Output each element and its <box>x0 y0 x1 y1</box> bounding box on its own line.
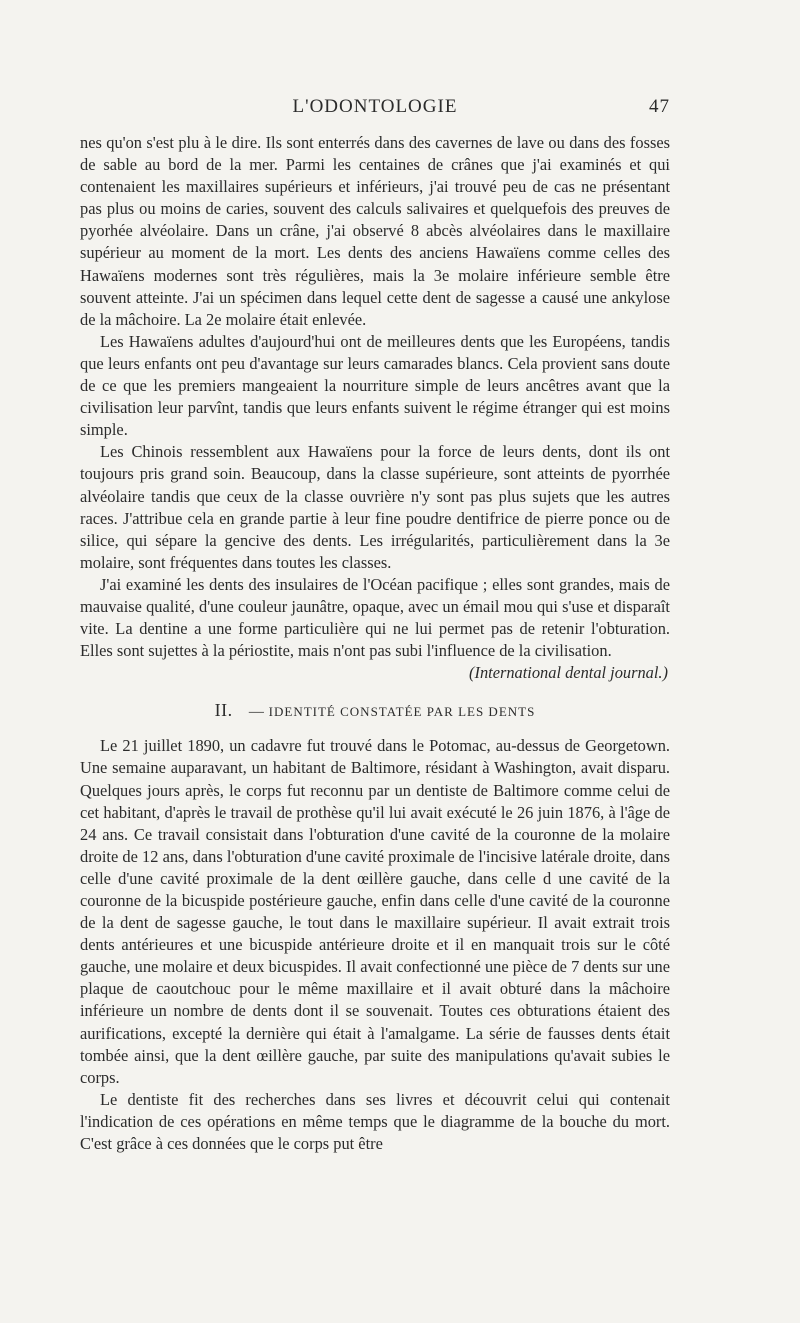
paragraph: J'ai examiné les dents des insulaires de l'Océan pacifique ; elles sont grandes, mais de mauvaise qualité, d'une couleur jaunâtre, opaque, avec un émail mou qui s'use et disparaît vite. La dentine a une forme particulière qui ne lui permet pas de retenir l'obturation. Elles sont sujettes à la périostite, mais n'ont pas subi l'influence de la civilisation. <box>80 574 670 661</box>
paragraph: nes qu'on s'est plu à le dire. Ils sont enterrés dans des cavernes de lave ou dans des fosses de sable au bord de la mer. Parmi les centaines de crânes que j'ai examinés et qui contenaient les maxillaires supérieurs et inférieurs, j'ai trouvé peu de cas ne présentant pas plus ou moins de caries, souvent des calculs salivaires et quelquefois des preuves de pyorhée alvéolaire. Dans un crâne, j'ai observé 8 abcès alvéolaires dans le maxillaire supérieur au moment de la mort. Les dents des anciens Hawaïens comme celles des Hawaïens modernes sont très régulières, mais la 3e molaire inférieure semble être souvent atteinte. J'ai un spécimen dans lequel cette dent de sagesse a causé une ankylose de la mâchoire. La 2e molaire était enlevée. <box>80 133 670 329</box>
paragraph: Les Hawaïens adultes d'aujourd'hui ont de meilleures dents que les Européens, tandis que leurs enfants ont peu d'avantage sur leurs camarades blancs. Cela provient sans doute de ce que les premiers mangeaient la nourriture simple de leurs ancêtres avant que la civilisation leur parvînt, tandis que leurs enfants suivent le régime étranger qui est moins simple. <box>80 331 670 440</box>
running-header <box>80 96 670 132</box>
section-heading <box>80 700 670 721</box>
paragraph: Les Chinois ressemblent aux Hawaïens pour la force de leurs dents, dont ils ont toujours pris grand soin. Beaucoup, dans la classe supérieure, sont atteints de pyorrhée alvéolaire tandis que ceux de la classe ouvrière n'y sont pas plus sujets que les autres races. J'attribue cela en grande partie à leur fine poudre dentifrice de pierre ponce ou de silice, qui sépare la gencive des dents. Les irrégularités, particulièrement dans la 3e molaire, sont fréquentes dans toutes les classes. <box>80 442 670 572</box>
journal-title: L'ODONTOLOGIE <box>292 96 458 117</box>
paragraph: Le dentiste fit des recherches dans ses livres et découvrit celui qui contenait l'indication de ces opérations en même temps que le diagramme de la bouche du mort. C'est grâce à ces données que le corps put être <box>80 1089 670 1154</box>
section-title: IDENTITÉ CONSTATÉE PAR LES DENTS <box>268 704 536 720</box>
source-citation: (International dental journal.) <box>469 663 668 683</box>
page-number: 47 <box>649 96 670 117</box>
section-number: II. <box>214 700 233 721</box>
section-dash: — <box>248 704 265 721</box>
paragraph: Le 21 juillet 1890, un cadavre fut trouvé dans le Potomac, au-dessus de Georgetown. Une semaine auparavant, un habitant de Baltimore, résidant à Washington, avait disparu. Quelques jours après, le corps fut reconnu par un dentiste de Baltimore comme celui de cet habitant, d'après le travail de prothèse qu'il lui avait exécuté le 26 juin 1876, à l'âge de 24 ans. Ce travail consistait dans l'obturation d'une cavité de la couronne de la molaire droite de 12 ans, dans l'obturation d'une cavité proximale de l'incisive latérale droite, dans celle d'une cavité proximale de la dent œillère gauche, dans celle d une cavité de la couronne de la bicuspide postérieure gauche, enfin dans celle d'une cavité de la couronne de la dent de sagesse gauche, le tout dans le maxillaire supérieur. Il avait extrait trois dents antérieures et une bicuspide antérieure droite et il en manquait trois sur le côté gauche, une molaire et deux bicuspides. Il avait confectionné une pièce de 7 dents sur une plaque de caoutchouc pour le même maxillaire et il avait obturé dans la mâchoire inférieure un nombre de dents dont il se souvenait. Toutes ces obturations étaient des aurifications, excepté la dernière qui était à l'amalgame. La série de fausses dents était tombée ainsi, que la dent œillère gauche, par suite des manipulations qu'avait subies le corps. <box>80 736 670 1087</box>
